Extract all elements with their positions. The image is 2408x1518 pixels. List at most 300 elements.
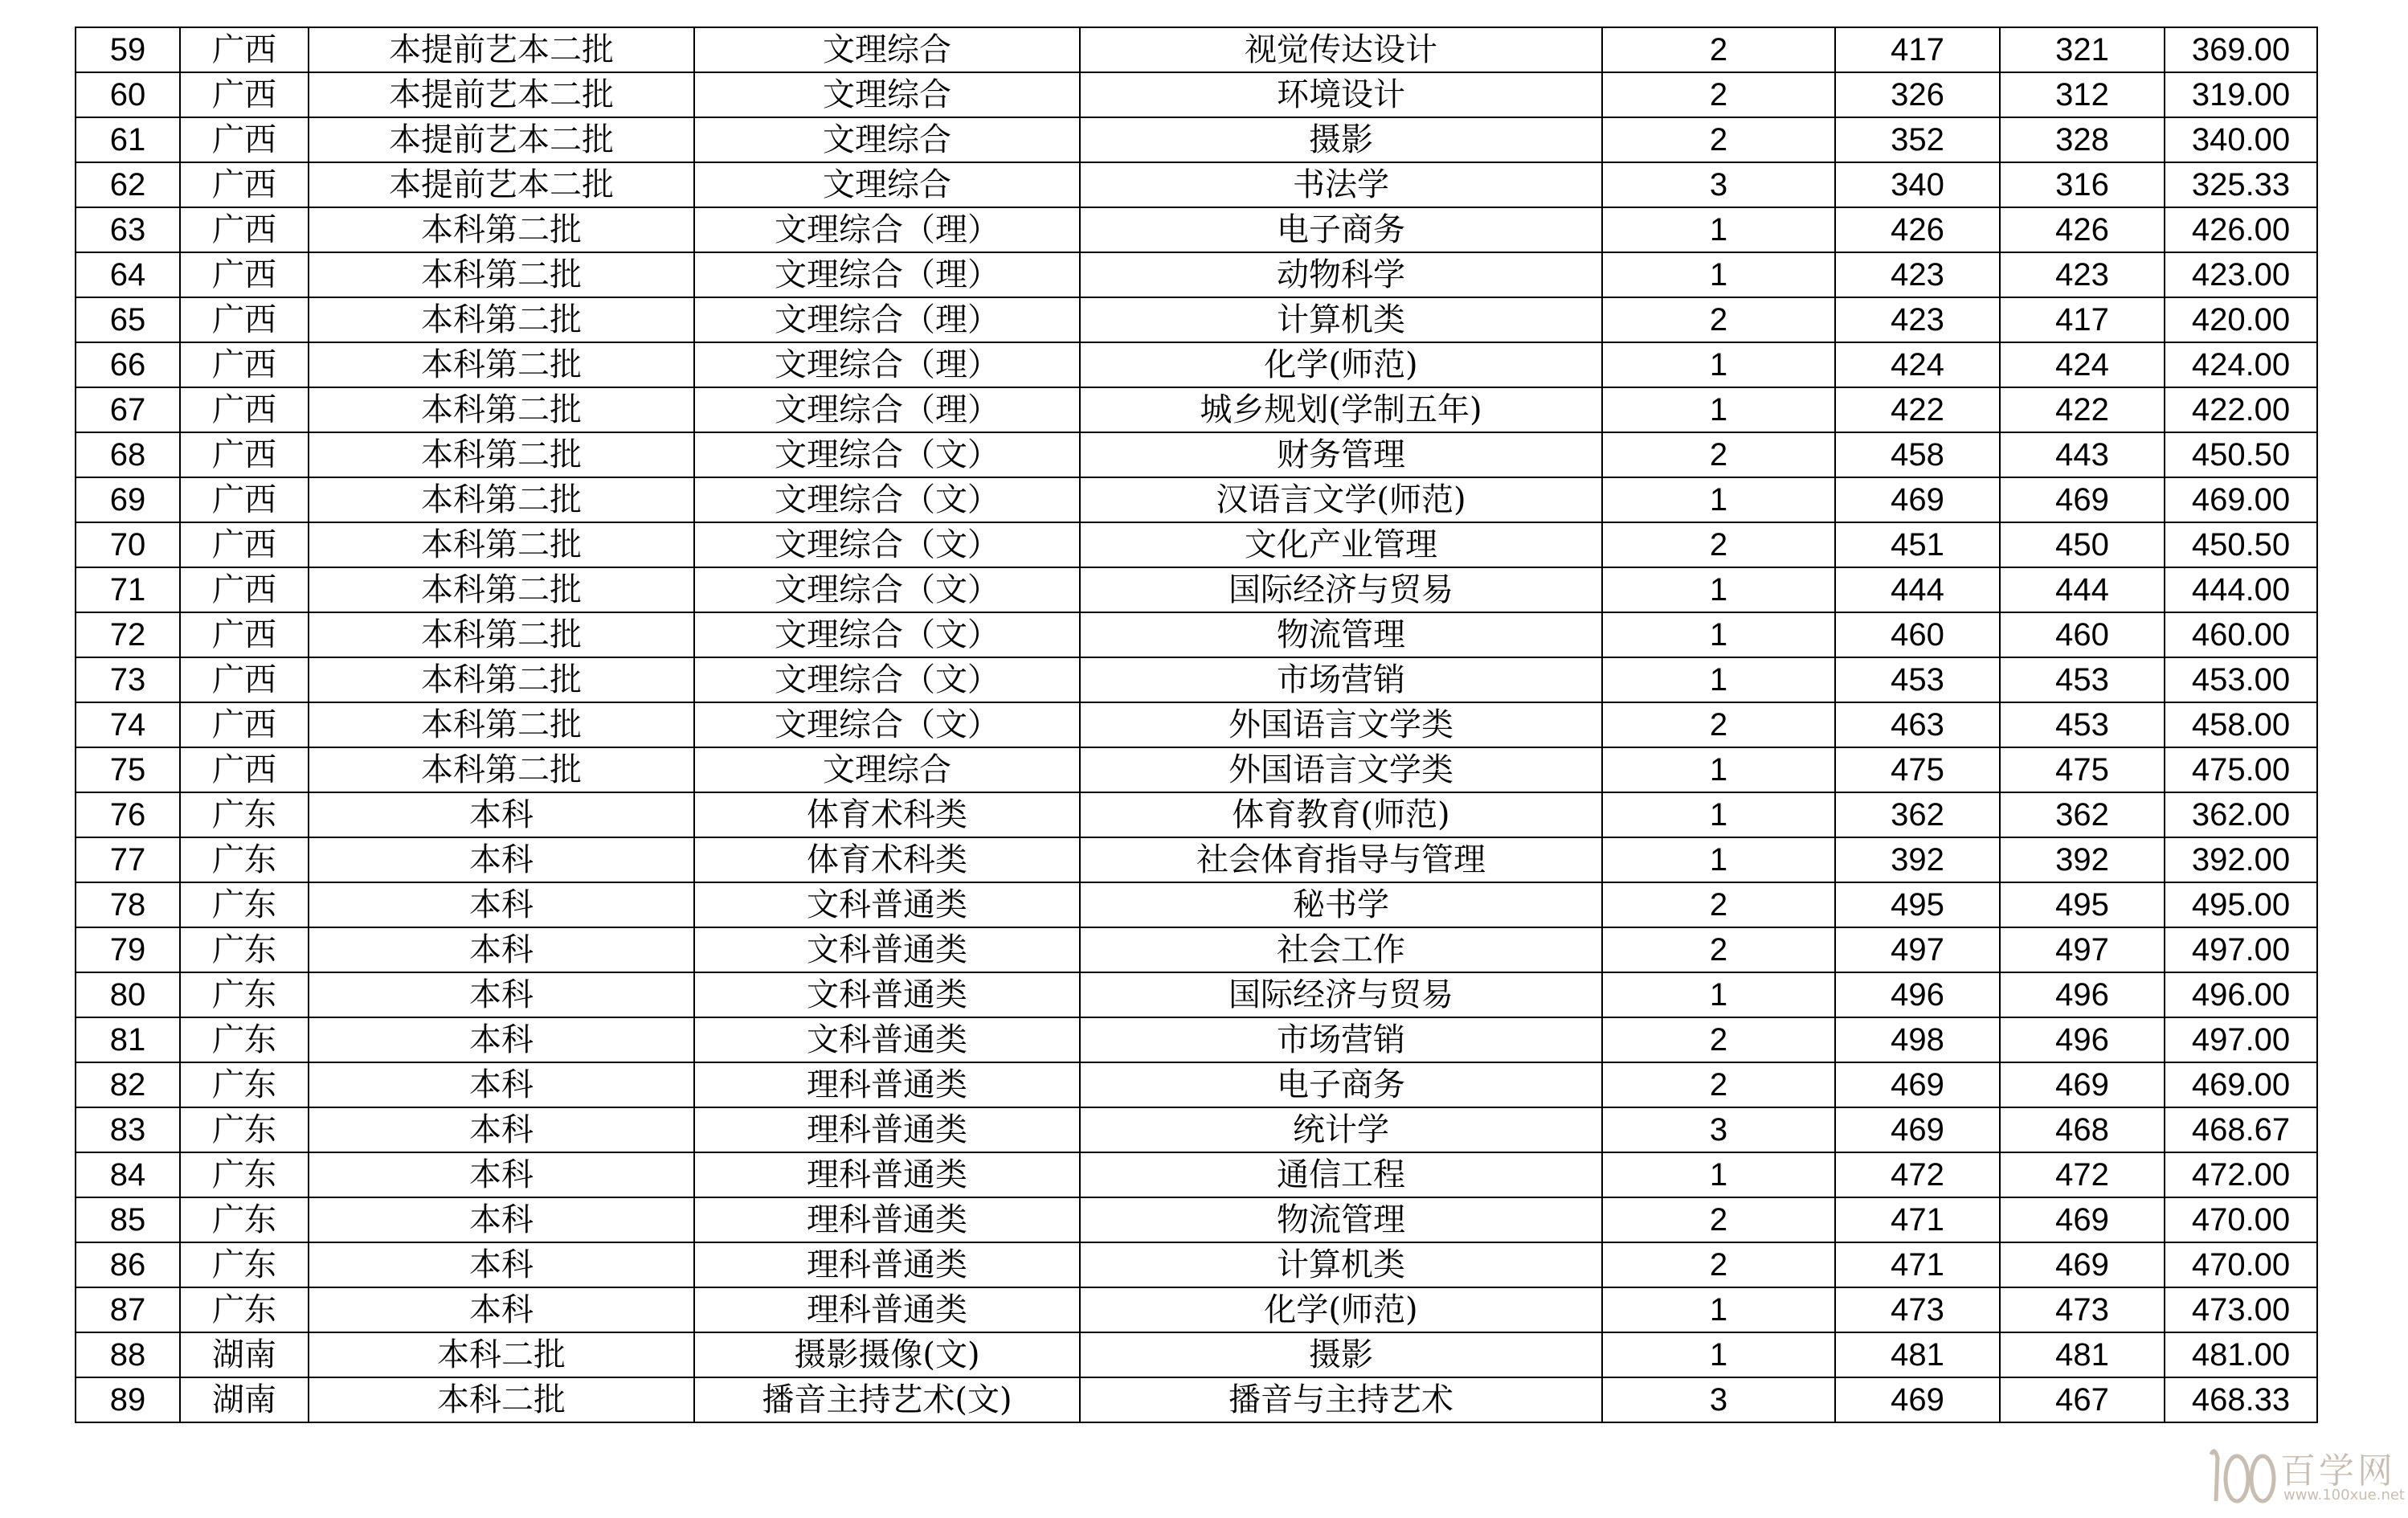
subject-category-cell: 理科普通类 [694,1242,1080,1287]
enrolled-count-cell: 1 [1602,612,1835,657]
enrolled-count-cell: 1 [1602,342,1835,387]
major-cell: 化学(师范) [1080,1287,1602,1332]
major-cell: 社会工作 [1080,927,1602,972]
average-score-cell: 475.00 [2165,747,2317,792]
min-score-cell: 467 [2000,1377,2165,1422]
max-score-cell: 392 [1835,837,2000,882]
min-score-cell: 473 [2000,1287,2165,1332]
batch-cell: 本科 [309,792,694,837]
province-cell: 广东 [180,1197,309,1242]
row-number-cell: 82 [76,1062,180,1107]
enrolled-count-cell: 3 [1602,1377,1835,1422]
enrolled-count-cell: 2 [1602,27,1835,72]
batch-cell: 本科 [309,1017,694,1062]
major-cell: 视觉传达设计 [1080,27,1602,72]
batch-cell: 本科第二批 [309,207,694,252]
province-cell: 广东 [180,972,309,1017]
100-logo-icon [2200,1438,2280,1512]
max-score-cell: 495 [1835,882,2000,927]
batch-cell: 本科 [309,1062,694,1107]
min-score-cell: 496 [2000,1017,2165,1062]
province-cell: 广西 [180,567,309,612]
average-score-cell: 422.00 [2165,387,2317,432]
watermark-url: www.100xue.net [2283,1487,2405,1504]
min-score-cell: 475 [2000,747,2165,792]
min-score-cell: 453 [2000,657,2165,702]
enrolled-count-cell: 2 [1602,1017,1835,1062]
average-score-cell: 458.00 [2165,702,2317,747]
enrolled-count-cell: 1 [1602,657,1835,702]
batch-cell: 本科第二批 [309,342,694,387]
batch-cell: 本科第二批 [309,387,694,432]
row-number-cell: 59 [76,27,180,72]
table-row [76,612,2317,657]
min-score-cell: 460 [2000,612,2165,657]
table-body [76,27,2317,1422]
enrolled-count-cell: 1 [1602,567,1835,612]
average-score-cell: 362.00 [2165,792,2317,837]
major-cell: 市场营销 [1080,657,1602,702]
max-score-cell: 417 [1835,27,2000,72]
major-cell: 摄影 [1080,117,1602,162]
average-score-cell: 420.00 [2165,297,2317,342]
enrolled-count-cell: 2 [1602,117,1835,162]
max-score-cell: 469 [1835,1062,2000,1107]
admission-score-table [75,27,2318,1423]
max-score-cell: 460 [1835,612,2000,657]
batch-cell: 本提前艺本二批 [309,117,694,162]
min-score-cell: 450 [2000,522,2165,567]
table-row [76,27,2317,72]
max-score-cell: 458 [1835,432,2000,477]
table-row [76,1107,2317,1152]
average-score-cell: 340.00 [2165,117,2317,162]
average-score-cell: 469.00 [2165,477,2317,522]
row-number-cell: 72 [76,612,180,657]
average-score-cell: 469.00 [2165,1062,2317,1107]
max-score-cell: 422 [1835,387,2000,432]
major-cell: 书法学 [1080,162,1602,207]
province-cell: 湖南 [180,1332,309,1377]
enrolled-count-cell: 2 [1602,1242,1835,1287]
enrolled-count-cell: 1 [1602,792,1835,837]
subject-category-cell: 理科普通类 [694,1107,1080,1152]
province-cell: 广西 [180,657,309,702]
min-score-cell: 392 [2000,837,2165,882]
major-cell: 汉语言文学(师范) [1080,477,1602,522]
max-score-cell: 352 [1835,117,2000,162]
average-score-cell: 496.00 [2165,972,2317,1017]
subject-category-cell: 文科普通类 [694,882,1080,927]
major-cell: 通信工程 [1080,1152,1602,1197]
major-cell: 统计学 [1080,1107,1602,1152]
min-score-cell: 481 [2000,1332,2165,1377]
batch-cell: 本科第二批 [309,657,694,702]
subject-category-cell: 文理综合（文） [694,612,1080,657]
enrolled-count-cell: 2 [1602,1197,1835,1242]
row-number-cell: 77 [76,837,180,882]
min-score-cell: 426 [2000,207,2165,252]
table-row [76,1242,2317,1287]
subject-category-cell: 文理综合（文） [694,567,1080,612]
average-score-cell: 473.00 [2165,1287,2317,1332]
min-score-cell: 312 [2000,72,2165,117]
min-score-cell: 328 [2000,117,2165,162]
province-cell: 广西 [180,27,309,72]
average-score-cell: 424.00 [2165,342,2317,387]
major-cell: 计算机类 [1080,1242,1602,1287]
subject-category-cell: 体育术科类 [694,792,1080,837]
average-score-cell: 470.00 [2165,1242,2317,1287]
batch-cell: 本科第二批 [309,612,694,657]
min-score-cell: 469 [2000,477,2165,522]
batch-cell: 本提前艺本二批 [309,27,694,72]
average-score-cell: 453.00 [2165,657,2317,702]
row-number-cell: 80 [76,972,180,1017]
subject-category-cell: 文科普通类 [694,1017,1080,1062]
province-cell: 广东 [180,1152,309,1197]
enrolled-count-cell: 1 [1602,1332,1835,1377]
average-score-cell: 481.00 [2165,1332,2317,1377]
min-score-cell: 316 [2000,162,2165,207]
average-score-cell: 392.00 [2165,837,2317,882]
province-cell: 广西 [180,297,309,342]
province-cell: 广西 [180,702,309,747]
min-score-cell: 444 [2000,567,2165,612]
average-score-cell: 470.00 [2165,1197,2317,1242]
row-number-cell: 81 [76,1017,180,1062]
row-number-cell: 68 [76,432,180,477]
subject-category-cell: 体育术科类 [694,837,1080,882]
min-score-cell: 417 [2000,297,2165,342]
table-row [76,252,2317,297]
table-row [76,387,2317,432]
row-number-cell: 64 [76,252,180,297]
min-score-cell: 495 [2000,882,2165,927]
batch-cell: 本科 [309,1197,694,1242]
province-cell: 广西 [180,252,309,297]
row-number-cell: 83 [76,1107,180,1152]
major-cell: 体育教育(师范) [1080,792,1602,837]
province-cell: 广西 [180,207,309,252]
subject-category-cell: 文理综合 [694,72,1080,117]
max-score-cell: 426 [1835,207,2000,252]
subject-category-cell: 文理综合 [694,117,1080,162]
row-number-cell: 65 [76,297,180,342]
batch-cell: 本科 [309,1107,694,1152]
subject-category-cell: 文科普通类 [694,972,1080,1017]
subject-category-cell: 理科普通类 [694,1152,1080,1197]
max-score-cell: 463 [1835,702,2000,747]
row-number-cell: 73 [76,657,180,702]
batch-cell: 本科 [309,1242,694,1287]
max-score-cell: 469 [1835,1377,2000,1422]
enrolled-count-cell: 3 [1602,162,1835,207]
max-score-cell: 423 [1835,252,2000,297]
enrolled-count-cell: 1 [1602,252,1835,297]
enrolled-count-cell: 2 [1602,882,1835,927]
major-cell: 电子商务 [1080,1062,1602,1107]
major-cell: 国际经济与贸易 [1080,567,1602,612]
province-cell: 广西 [180,117,309,162]
batch-cell: 本科第二批 [309,432,694,477]
major-cell: 外国语言文学类 [1080,702,1602,747]
average-score-cell: 468.67 [2165,1107,2317,1152]
row-number-cell: 67 [76,387,180,432]
row-number-cell: 88 [76,1332,180,1377]
table-row [76,432,2317,477]
max-score-cell: 471 [1835,1197,2000,1242]
subject-category-cell: 文理综合（理） [694,387,1080,432]
province-cell: 广东 [180,792,309,837]
max-score-cell: 481 [1835,1332,2000,1377]
table-row [76,72,2317,117]
batch-cell: 本科 [309,837,694,882]
province-cell: 广西 [180,387,309,432]
min-score-cell: 469 [2000,1062,2165,1107]
average-score-cell: 460.00 [2165,612,2317,657]
subject-category-cell: 文理综合 [694,162,1080,207]
major-cell: 化学(师范) [1080,342,1602,387]
subject-category-cell: 文理综合（文） [694,522,1080,567]
batch-cell: 本科第二批 [309,702,694,747]
enrolled-count-cell: 2 [1602,702,1835,747]
province-cell: 广东 [180,1242,309,1287]
row-number-cell: 63 [76,207,180,252]
enrolled-count-cell: 1 [1602,387,1835,432]
major-cell: 文化产业管理 [1080,522,1602,567]
major-cell: 电子商务 [1080,207,1602,252]
enrolled-count-cell: 2 [1602,522,1835,567]
row-number-cell: 62 [76,162,180,207]
subject-category-cell: 文理综合（理） [694,342,1080,387]
subject-category-cell: 摄影摄像(文) [694,1332,1080,1377]
max-score-cell: 473 [1835,1287,2000,1332]
batch-cell: 本科 [309,927,694,972]
major-cell: 外国语言文学类 [1080,747,1602,792]
max-score-cell: 498 [1835,1017,2000,1062]
average-score-cell: 319.00 [2165,72,2317,117]
row-number-cell: 84 [76,1152,180,1197]
province-cell: 广东 [180,927,309,972]
max-score-cell: 326 [1835,72,2000,117]
enrolled-count-cell: 2 [1602,927,1835,972]
min-score-cell: 423 [2000,252,2165,297]
major-cell: 市场营销 [1080,1017,1602,1062]
province-cell: 广东 [180,882,309,927]
subject-category-cell: 文科普通类 [694,927,1080,972]
enrolled-count-cell: 1 [1602,837,1835,882]
batch-cell: 本科第二批 [309,747,694,792]
max-score-cell: 497 [1835,927,2000,972]
major-cell: 摄影 [1080,1332,1602,1377]
province-cell: 广西 [180,612,309,657]
row-number-cell: 89 [76,1377,180,1422]
row-number-cell: 70 [76,522,180,567]
max-score-cell: 469 [1835,1107,2000,1152]
enrolled-count-cell: 3 [1602,1107,1835,1152]
min-score-cell: 362 [2000,792,2165,837]
subject-category-cell: 文理综合（文） [694,657,1080,702]
province-cell: 广西 [180,747,309,792]
table-row [76,1152,2317,1197]
row-number-cell: 74 [76,702,180,747]
batch-cell: 本科二批 [309,1377,694,1422]
major-cell: 社会体育指导与管理 [1080,837,1602,882]
row-number-cell: 85 [76,1197,180,1242]
province-cell: 广西 [180,522,309,567]
average-score-cell: 369.00 [2165,27,2317,72]
row-number-cell: 60 [76,72,180,117]
average-score-cell: 497.00 [2165,927,2317,972]
min-score-cell: 469 [2000,1197,2165,1242]
batch-cell: 本科 [309,1152,694,1197]
major-cell: 环境设计 [1080,72,1602,117]
table-row [76,1332,2317,1377]
min-score-cell: 497 [2000,927,2165,972]
subject-category-cell: 播音主持艺术(文) [694,1377,1080,1422]
enrolled-count-cell: 1 [1602,747,1835,792]
average-score-cell: 468.33 [2165,1377,2317,1422]
row-number-cell: 75 [76,747,180,792]
average-score-cell: 423.00 [2165,252,2317,297]
row-number-cell: 78 [76,882,180,927]
enrolled-count-cell: 1 [1602,1152,1835,1197]
batch-cell: 本科 [309,972,694,1017]
table-row [76,792,2317,837]
table-row [76,882,2317,927]
major-cell: 城乡规划(学制五年) [1080,387,1602,432]
subject-category-cell: 理科普通类 [694,1197,1080,1242]
major-cell: 物流管理 [1080,1197,1602,1242]
batch-cell: 本科第二批 [309,252,694,297]
major-cell: 播音与主持艺术 [1080,1377,1602,1422]
enrolled-count-cell: 1 [1602,207,1835,252]
province-cell: 广东 [180,1062,309,1107]
province-cell: 广东 [180,1287,309,1332]
min-score-cell: 468 [2000,1107,2165,1152]
min-score-cell: 424 [2000,342,2165,387]
subject-category-cell: 理科普通类 [694,1062,1080,1107]
row-number-cell: 61 [76,117,180,162]
min-score-cell: 443 [2000,432,2165,477]
row-number-cell: 66 [76,342,180,387]
max-score-cell: 451 [1835,522,2000,567]
subject-category-cell: 文理综合 [694,27,1080,72]
max-score-cell: 471 [1835,1242,2000,1287]
max-score-cell: 340 [1835,162,2000,207]
row-number-cell: 79 [76,927,180,972]
average-score-cell: 325.33 [2165,162,2317,207]
batch-cell: 本科 [309,1287,694,1332]
min-score-cell: 472 [2000,1152,2165,1197]
province-cell: 广西 [180,72,309,117]
enrolled-count-cell: 2 [1602,297,1835,342]
subject-category-cell: 文理综合（理） [694,252,1080,297]
enrolled-count-cell: 1 [1602,1287,1835,1332]
row-number-cell: 71 [76,567,180,612]
table-row [76,522,2317,567]
table-row [76,342,2317,387]
batch-cell: 本科第二批 [309,297,694,342]
average-score-cell: 472.00 [2165,1152,2317,1197]
table-row [76,702,2317,747]
subject-category-cell: 理科普通类 [694,1287,1080,1332]
score-table-container [75,27,2316,1423]
province-cell: 广西 [180,342,309,387]
enrolled-count-cell: 2 [1602,432,1835,477]
max-score-cell: 469 [1835,477,2000,522]
table-row [76,1377,2317,1422]
batch-cell: 本提前艺本二批 [309,162,694,207]
province-cell: 广东 [180,1017,309,1062]
province-cell: 广西 [180,162,309,207]
table-row [76,1062,2317,1107]
province-cell: 广西 [180,477,309,522]
table-row [76,567,2317,612]
max-score-cell: 444 [1835,567,2000,612]
province-cell: 广西 [180,432,309,477]
table-row [76,162,2317,207]
average-score-cell: 495.00 [2165,882,2317,927]
max-score-cell: 362 [1835,792,2000,837]
enrolled-count-cell: 2 [1602,1062,1835,1107]
major-cell: 秘书学 [1080,882,1602,927]
subject-category-cell: 文理综合 [694,747,1080,792]
subject-category-cell: 文理综合（文） [694,432,1080,477]
table-row [76,207,2317,252]
batch-cell: 本提前艺本二批 [309,72,694,117]
table-row [76,1017,2317,1062]
max-score-cell: 453 [1835,657,2000,702]
max-score-cell: 496 [1835,972,2000,1017]
min-score-cell: 496 [2000,972,2165,1017]
average-score-cell: 426.00 [2165,207,2317,252]
table-row [76,837,2317,882]
subject-category-cell: 文理综合（文） [694,702,1080,747]
table-row [76,972,2317,1017]
row-number-cell: 69 [76,477,180,522]
max-score-cell: 475 [1835,747,2000,792]
enrolled-count-cell: 1 [1602,477,1835,522]
average-score-cell: 450.50 [2165,432,2317,477]
average-score-cell: 497.00 [2165,1017,2317,1062]
row-number-cell: 87 [76,1287,180,1332]
row-number-cell: 86 [76,1242,180,1287]
table-row [76,927,2317,972]
max-score-cell: 423 [1835,297,2000,342]
table-row [76,1287,2317,1332]
average-score-cell: 444.00 [2165,567,2317,612]
province-cell: 湖南 [180,1377,309,1422]
major-cell: 动物科学 [1080,252,1602,297]
average-score-cell: 450.50 [2165,522,2317,567]
province-cell: 广东 [180,837,309,882]
major-cell: 财务管理 [1080,432,1602,477]
max-score-cell: 472 [1835,1152,2000,1197]
table-row [76,657,2317,702]
enrolled-count-cell: 1 [1602,972,1835,1017]
table-row [76,117,2317,162]
table-row [76,297,2317,342]
major-cell: 国际经济与贸易 [1080,972,1602,1017]
subject-category-cell: 文理综合（文） [694,477,1080,522]
batch-cell: 本科第二批 [309,522,694,567]
watermark [2200,1438,2405,1512]
subject-category-cell: 文理综合（理） [694,207,1080,252]
batch-cell: 本科二批 [309,1332,694,1377]
batch-cell: 本科 [309,882,694,927]
